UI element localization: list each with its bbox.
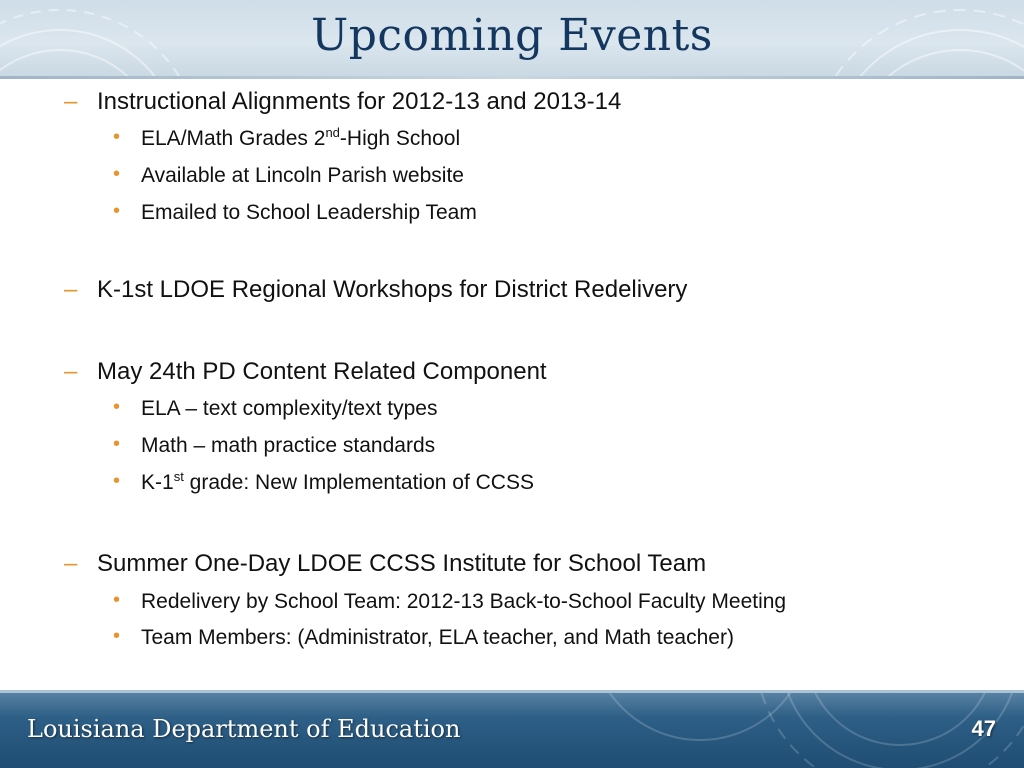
list-item-text: Instructional Alignments for 2012-13 and 2013-14 xyxy=(97,88,622,115)
dot-bullet: • xyxy=(113,126,121,148)
dash-bullet: – xyxy=(64,276,78,303)
sub-list-item-text: Redelivery by School Team: 2012-13 Back-to-School Faculty Meeting xyxy=(141,590,787,613)
sub-list-item-text: Available at Lincoln Parish website xyxy=(141,164,464,187)
sub-list-item-text: Team Members: (Administrator, ELA teacher, and Math teacher) xyxy=(141,626,734,649)
sub-list-item-text: ELA – text complexity/text types xyxy=(141,397,438,420)
page-title: Upcoming Events xyxy=(311,10,713,61)
list-item-text: May 24th PD Content Related Component xyxy=(97,358,547,385)
page-number: 47 xyxy=(971,716,996,741)
dot-bullet: • xyxy=(113,433,121,455)
dash-bullet: – xyxy=(64,88,78,115)
list-item-text: Summer One-Day LDOE CCSS Institute for School Team xyxy=(97,550,707,577)
sub-list-item-text: Math – math practice standards xyxy=(141,434,436,457)
sub-list-item-text: K-1st grade: New Implementation of CCSS xyxy=(141,469,534,494)
footer-band xyxy=(0,690,1024,768)
footer-divider xyxy=(0,690,1024,693)
dot-bullet: • xyxy=(113,163,121,185)
dot-bullet: • xyxy=(113,200,121,222)
dash-bullet: – xyxy=(64,358,78,385)
dot-bullet: • xyxy=(113,396,121,418)
dot-bullet: • xyxy=(113,625,121,647)
footer-organization-name: Louisiana Department of Education xyxy=(27,715,461,743)
dash-bullet: – xyxy=(64,550,78,577)
list-item-text: K-1st LDOE Regional Workshops for District Redelivery xyxy=(97,276,688,303)
dot-bullet: • xyxy=(113,589,121,611)
sub-list-item-text: Emailed to School Leadership Team xyxy=(141,201,477,224)
sub-list-item-text: ELA/Math Grades 2nd-High School xyxy=(141,125,461,150)
dot-bullet: • xyxy=(113,470,121,492)
